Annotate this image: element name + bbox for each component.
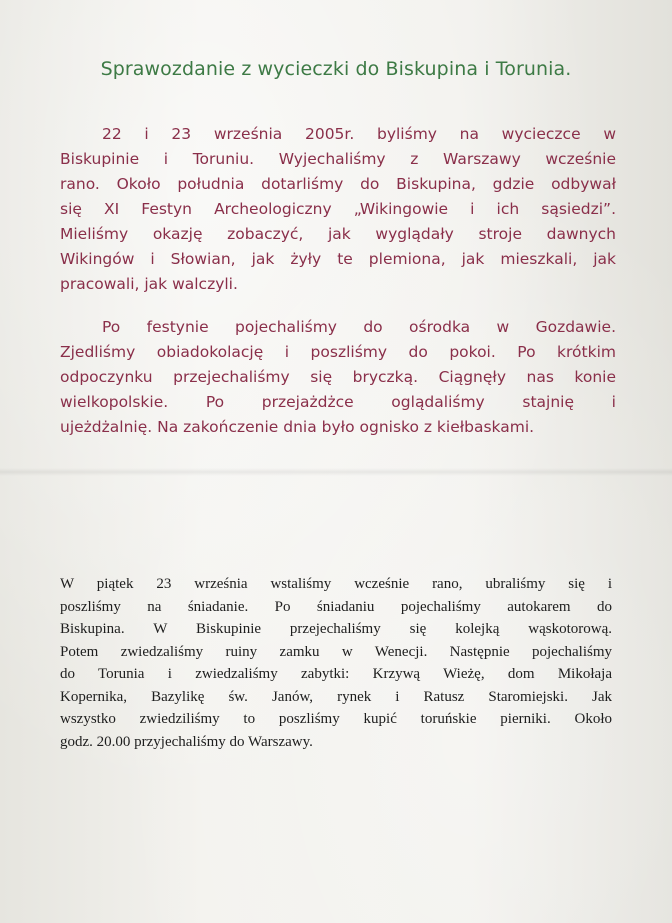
paragraph-1-line: się XI Festyn Archeologiczny „Wikingowie i ich sąsiedzi”. [60, 200, 616, 218]
paragraph-3-line: poszliśmy na śniadanie. Po śniadaniu pojechaliśmy autokarem do [60, 598, 612, 615]
paragraph-1-line: Wikingów i Słowian, jak żyły te plemiona, jak mieszkali, jak [60, 250, 616, 268]
paragraph-2 [60, 315, 616, 440]
paragraph-1 [60, 122, 616, 297]
paragraph-2-line: Zjedliśmy obiadokolację i poszliśmy do pokoi. Po krótkim [60, 343, 616, 361]
paragraph-1-line: pracowali, jak walczyli. [60, 275, 238, 293]
paragraph-1-line: Biskupinie i Toruniu. Wyjechaliśmy z Warszawy wcześnie [60, 150, 616, 168]
paragraph-3-line: Kopernika, Bazylikę św. Janów, rynek i Ratusz Staromiejski. Jak [60, 688, 612, 705]
paragraph-1-line: 22 i 23 września 2005r. byliśmy na wycieczce w [102, 125, 616, 143]
paragraph-3-line: wszystko zwiedziliśmy to poszliśmy kupić toruńskie pierniki. Około [60, 711, 612, 727]
paragraph-1-line: rano. Około południa dotarliśmy do Biskupina, gdzie odbywał [60, 175, 616, 193]
paragraph-2-line: wielkopolskie. Po przejażdżce oglądaliśmy stajnię i [60, 393, 616, 411]
paragraph-3-line: W piątek 23 września wstaliśmy wcześnie rano, ubraliśmy się i [60, 576, 612, 592]
paragraph-3 [60, 573, 612, 753]
paragraph-3-line: do Torunia i zwiedzaliśmy zabytki: Krzywą Wieżę, dom Mikołaja [60, 666, 612, 682]
paper-fold [0, 468, 672, 476]
document-title: Sprawozdanie z wycieczki do Biskupina i Torunia. [100, 58, 572, 80]
paragraph-2-line: Po festynie pojechaliśmy do ośrodka w Gozdawie. [102, 318, 616, 336]
paragraph-3-line: Potem zwiedzaliśmy ruiny zamku w Wenecji. Następnie pojechaliśmy [60, 643, 612, 660]
paragraph-3-line: godz. 20.00 przyjechaliśmy do Warszawy. [60, 733, 313, 750]
paragraph-2-line: odpoczynku przejechaliśmy się bryczką. Ciągnęły nas konie [60, 368, 616, 386]
paragraph-2-line: ujeżdżalnię. Na zakończenie dnia było ognisko z kiełbaskami. [60, 418, 535, 436]
paragraph-3-line: Biskupina. W Biskupinie przejechaliśmy się kolejką wąskotorową. [60, 621, 612, 637]
paragraph-1-line: Mieliśmy okazję zobaczyć, jak wyglądały stroje dawnych [60, 225, 616, 243]
